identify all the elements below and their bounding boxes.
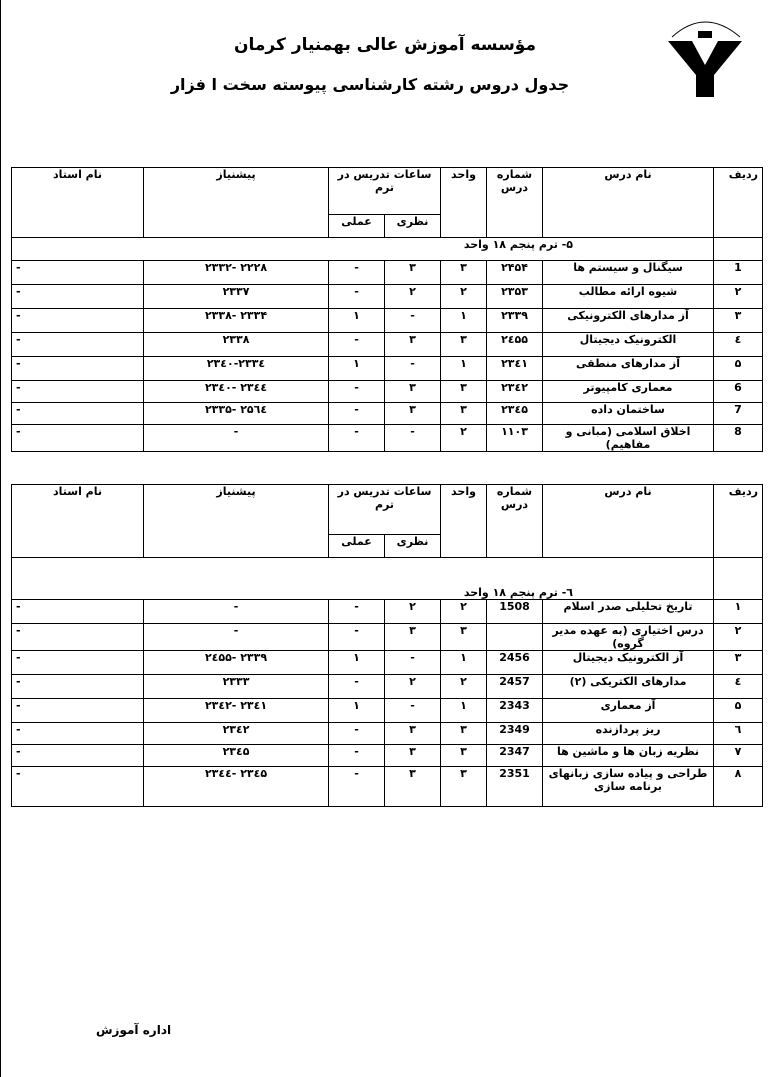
row-number: ۷	[714, 745, 763, 767]
prerequisites: ۲۳٤۱ -۲۳٤۲	[144, 699, 329, 723]
table-row	[12, 624, 763, 651]
practical-hours: -	[329, 767, 385, 807]
course-name: سیگنال و سیستم ها	[543, 261, 714, 285]
col-header-course: نام درس	[543, 485, 714, 558]
col-header-practical: عملی	[329, 535, 385, 558]
col-header-row: ردیف	[714, 168, 763, 238]
page-subtitle: جدول دروس رشته کارشناسی پیوسته سخت ا فزار	[170, 75, 570, 94]
row-number: 7	[714, 403, 763, 425]
row-number: ۳	[714, 651, 763, 675]
instructor-name: -	[12, 600, 144, 624]
course-units: ۳	[441, 381, 487, 403]
instructor-name: -	[12, 403, 144, 425]
theory-hours: -	[385, 425, 441, 452]
table-row	[12, 357, 763, 381]
semester-spacer	[714, 558, 763, 600]
page-left-border	[0, 0, 1, 1077]
course-code: ۲۳٤۱	[487, 357, 543, 381]
theory-hours: ۳	[385, 723, 441, 745]
course-units: ۳	[441, 403, 487, 425]
course-code: ۲۴۵۴	[487, 261, 543, 285]
theory-hours: ۲	[385, 285, 441, 309]
theory-hours: ۳	[385, 261, 441, 285]
theory-hours: ۳	[385, 403, 441, 425]
row-number: ٤	[714, 333, 763, 357]
col-header-course: نام درس	[543, 168, 714, 238]
course-units: ۳	[441, 624, 487, 651]
instructor-name: -	[12, 651, 144, 675]
course-name: شیوه ارائه مطالب	[543, 285, 714, 309]
table-row	[12, 261, 763, 285]
course-code: ۲۳۳۹	[487, 309, 543, 333]
table-row	[12, 699, 763, 723]
course-name: ریز پردازنده	[543, 723, 714, 745]
practical-hours: ۱	[329, 357, 385, 381]
col-header-prereq: پیشنیاز	[144, 485, 329, 558]
course-units: ۱	[441, 651, 487, 675]
course-name: آز مدارهای منطقی	[543, 357, 714, 381]
course-code: 1508	[487, 600, 543, 624]
row-number: ۲	[714, 624, 763, 651]
row-number: ۵	[714, 357, 763, 381]
course-code: ۲۳٤۲	[487, 381, 543, 403]
theory-hours: ۲	[385, 600, 441, 624]
course-code: ۱۱۰۳	[487, 425, 543, 452]
practical-hours: -	[329, 425, 385, 452]
table-row	[12, 285, 763, 309]
term5-table	[11, 167, 763, 452]
row-number: 1	[714, 261, 763, 285]
course-name: آز الکترونیک دیجیتال	[543, 651, 714, 675]
theory-hours: ۳	[385, 745, 441, 767]
table-row	[12, 381, 763, 403]
footer-office: اداره آموزش	[96, 1023, 172, 1037]
prerequisites: ۲۵٦٤ -۲۳۳۵	[144, 403, 329, 425]
prerequisites: ۲۳۳۸	[144, 333, 329, 357]
table-row	[12, 767, 763, 807]
term6-table	[11, 484, 763, 807]
theory-hours: -	[385, 699, 441, 723]
row-number: ۸	[714, 767, 763, 807]
course-name: اخلاق اسلامی (مبانی و مفاهیم)	[543, 425, 714, 452]
col-header-units: واحد	[441, 485, 487, 558]
course-code: 2343	[487, 699, 543, 723]
row-number: ۳	[714, 309, 763, 333]
practical-hours: -	[329, 745, 385, 767]
table-row	[12, 651, 763, 675]
course-code: ۲۳٤۵	[487, 403, 543, 425]
semester-title: ٦- ترم پنجم ۱۸ واحد	[12, 558, 714, 600]
practical-hours: -	[329, 675, 385, 699]
instructor-name: -	[12, 261, 144, 285]
row-number: 6	[714, 381, 763, 403]
theory-hours: ۳	[385, 767, 441, 807]
col-header-practical: عملی	[329, 215, 385, 238]
course-units: ۲	[441, 285, 487, 309]
row-number: ٦	[714, 723, 763, 745]
col-header-theory: نظری	[385, 215, 441, 238]
course-name: معماری کامپیوتر	[543, 381, 714, 403]
col-header-theory: نظری	[385, 535, 441, 558]
prerequisites: ۲۲۲۸ -۲۳۳۲	[144, 261, 329, 285]
row-number: ۵	[714, 699, 763, 723]
col-header-hours: ساعات تدریس در ترم	[329, 485, 441, 535]
instructor-name: -	[12, 624, 144, 651]
practical-hours: ۱	[329, 309, 385, 333]
col-header-instructor: نام استاد	[12, 168, 144, 238]
prerequisites: ۲۳۳٤-۲۳٤۰	[144, 357, 329, 381]
prerequisites: ۲۳۳۳	[144, 675, 329, 699]
semester-spacer	[714, 238, 763, 261]
course-code: 2457	[487, 675, 543, 699]
instructor-name: -	[12, 333, 144, 357]
prerequisites: ۲۳٤٤ -۲۳٤۰	[144, 381, 329, 403]
instructor-name: -	[12, 357, 144, 381]
course-name: آز مدارهای الکترونیکی	[543, 309, 714, 333]
instructor-name: -	[12, 425, 144, 452]
instructor-name: -	[12, 745, 144, 767]
table-row	[12, 425, 763, 452]
prerequisites: -	[144, 624, 329, 651]
course-units: ۱	[441, 309, 487, 333]
course-name: ساختمان داده	[543, 403, 714, 425]
theory-hours: ۲	[385, 675, 441, 699]
instructor-name: -	[12, 285, 144, 309]
row-number: ۲	[714, 285, 763, 309]
course-units: ۳	[441, 261, 487, 285]
instructor-name: -	[12, 309, 144, 333]
course-units: ۱	[441, 357, 487, 381]
practical-hours: -	[329, 403, 385, 425]
theory-hours: -	[385, 309, 441, 333]
practical-hours: -	[329, 261, 385, 285]
course-units: ۲	[441, 600, 487, 624]
table-row	[12, 675, 763, 699]
col-header-code: شماره درس	[487, 168, 543, 238]
course-name: آز معماری	[543, 699, 714, 723]
theory-hours: ۳	[385, 333, 441, 357]
course-code: 2347	[487, 745, 543, 767]
prerequisites: ۲۳٤۵	[144, 745, 329, 767]
course-units: ۱	[441, 699, 487, 723]
instructor-name: -	[12, 699, 144, 723]
theory-hours: -	[385, 357, 441, 381]
col-header-prereq: پیشنیاز	[144, 168, 329, 238]
course-code: 2456	[487, 651, 543, 675]
course-name: نظریه زبان ها و ماشین ها	[543, 745, 714, 767]
practical-hours: ۱	[329, 651, 385, 675]
theory-hours: ۳	[385, 381, 441, 403]
course-units: ۲	[441, 675, 487, 699]
prerequisites: ۲۳٤۲	[144, 723, 329, 745]
course-code: 2351	[487, 767, 543, 807]
course-units: ۳	[441, 333, 487, 357]
instructor-name: -	[12, 723, 144, 745]
course-code	[487, 624, 543, 651]
practical-hours: ۱	[329, 699, 385, 723]
theory-hours: -	[385, 651, 441, 675]
prerequisites: ۲۳٤۵ -۲۳٤٤	[144, 767, 329, 807]
institute-name: مؤسسه آموزش عالی بهمنیار کرمان	[234, 35, 536, 55]
theory-hours: ۳	[385, 624, 441, 651]
practical-hours: -	[329, 285, 385, 309]
instructor-name: -	[12, 767, 144, 807]
course-units: ۲	[441, 425, 487, 452]
prerequisites: -	[144, 425, 329, 452]
practical-hours: -	[329, 723, 385, 745]
practical-hours: -	[329, 381, 385, 403]
table-row	[12, 723, 763, 745]
course-units: ۳	[441, 723, 487, 745]
course-name: تاریخ تحلیلی صدر اسلام	[543, 600, 714, 624]
table-row	[12, 333, 763, 357]
course-name: درس اختیاری (به عهده مدیر گروه)	[543, 624, 714, 651]
practical-hours: -	[329, 333, 385, 357]
course-name: الکترونیک دیجیتال	[543, 333, 714, 357]
col-header-row: ردیف	[714, 485, 763, 558]
course-name: مدارهای الکتریکی (۲)	[543, 675, 714, 699]
prerequisites: ۲۳۳۷	[144, 285, 329, 309]
prerequisites: ۲۳۳۴ -۲۳۳۸	[144, 309, 329, 333]
institute-logo	[662, 13, 748, 99]
course-name: طراحی و پیاده سازی زبانهای برنامه سازی	[543, 767, 714, 807]
table-row	[12, 403, 763, 425]
course-units: ۳	[441, 767, 487, 807]
instructor-name: -	[12, 381, 144, 403]
table-row	[12, 600, 763, 624]
course-code: ۲۳۵۳	[487, 285, 543, 309]
practical-hours: -	[329, 600, 385, 624]
col-header-code: شماره درس	[487, 485, 543, 558]
prerequisites: -	[144, 600, 329, 624]
practical-hours: -	[329, 624, 385, 651]
course-units: ۳	[441, 745, 487, 767]
table-row	[12, 745, 763, 767]
col-header-hours: ساعات تدریس در ترم	[329, 168, 441, 215]
semester-title: ۵- ترم پنجم ۱۸ واحد	[12, 238, 714, 261]
course-code: ۲٤۵۵	[487, 333, 543, 357]
prerequisites: ۲۳۳۹ -۲٤۵۵	[144, 651, 329, 675]
row-number: ٤	[714, 675, 763, 699]
row-number: ۱	[714, 600, 763, 624]
instructor-name: -	[12, 675, 144, 699]
col-header-units: واحد	[441, 168, 487, 238]
course-code: 2349	[487, 723, 543, 745]
table-row	[12, 309, 763, 333]
col-header-instructor: نام استاد	[12, 485, 144, 558]
row-number: 8	[714, 425, 763, 452]
